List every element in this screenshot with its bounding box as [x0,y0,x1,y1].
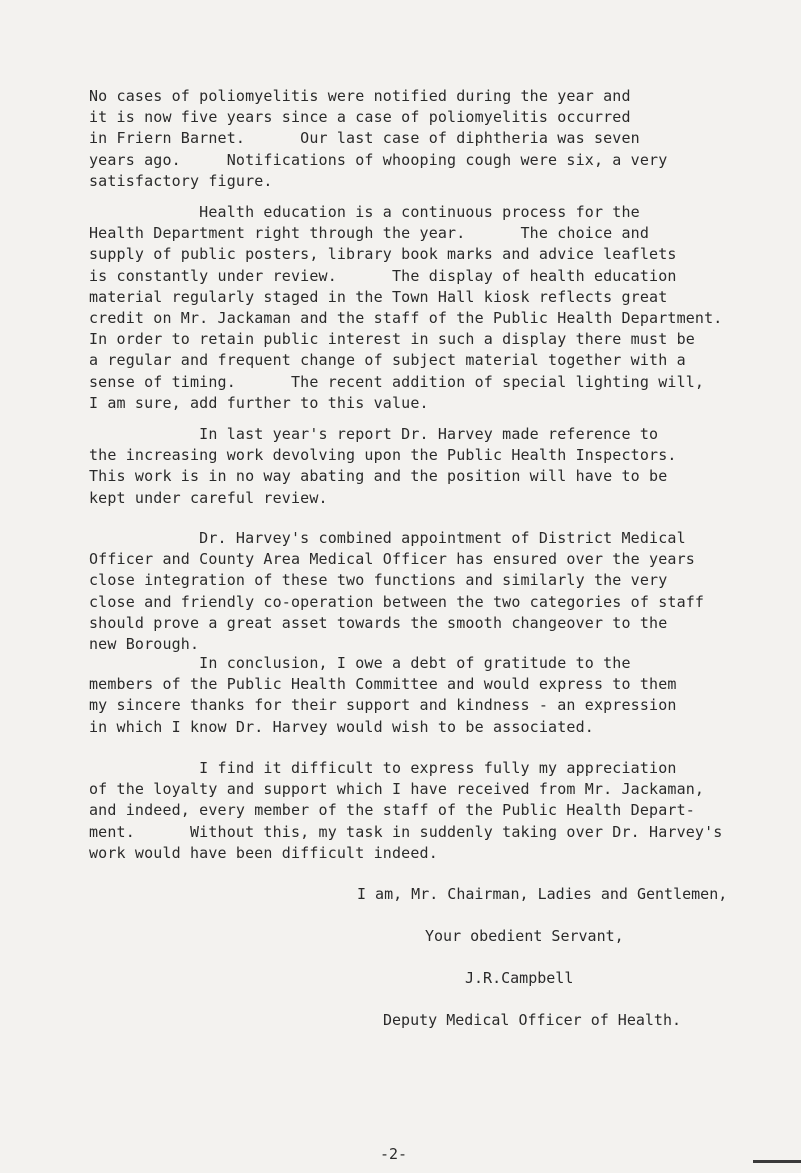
paragraph-health-education: Health education is a continuous process for the Health Department right through the year. The choice and supply of public posters, library book marks and advice leaflets is constantly under review. The display of health education material regularly staged in the Town Hall kiosk reflects great credit on Mr. Jackaman and the staff of the Public Health Department. In order to retain public interest in such a display there must be a regular and frequent change of subject material together with a sense of timing. The recent addition of special lighting will, I am sure, add further to this value. [89,203,723,412]
paragraph-infectious-diseases: No cases of poliomyelitis were notified during the year and it is now five years since a case of poliomyelitis occurred in Friern Barnet. Our last case of diphtheria was seven years ago. Notifications of whooping cough were six, a very satisfactory figure. [89,87,668,190]
paragraph-public-health-inspectors: In last year's report Dr. Harvey made reference to the increasing work devolving upon the Public Health Inspectors. This work is in no way abating and the position will have to be kept under careful review. [89,425,677,507]
paragraph-appreciation: I find it difficult to express fully my appreciation of the loyalty and support which I have received from Mr. Jackaman, and indeed, every member of the staff of the Public Health Depart- ment. Without this, my task in suddenly taking over Dr. Harvey's work would have been difficult indeed. [89,759,723,862]
closing-valediction: Your obedient Servant, [425,927,624,945]
signature-name: J.R.Campbell [465,969,574,987]
paragraph-conclusion: In conclusion, I owe a debt of gratitude to the members of the Public Health Committee and would express to them my sincere thanks for their support and kindness - an expression in which I know Dr. Harvey would wish to be associated. [89,654,677,736]
closing-salutation: I am, Mr. Chairman, Ladies and Gentlemen, [357,885,728,903]
scan-edge-mark [753,1160,801,1163]
signature-title: Deputy Medical Officer of Health. [383,1011,682,1029]
paragraph-combined-appointment: Dr. Harvey's combined appointment of District Medical Officer and County Area Medical Officer has ensured over the years close integration of these two functions and similarly the very close and friendly co-operation between the two categories of staff should prove a great asset towards the smooth changeover to the new Borough. [89,529,705,654]
page-number: -2- [380,1145,408,1163]
